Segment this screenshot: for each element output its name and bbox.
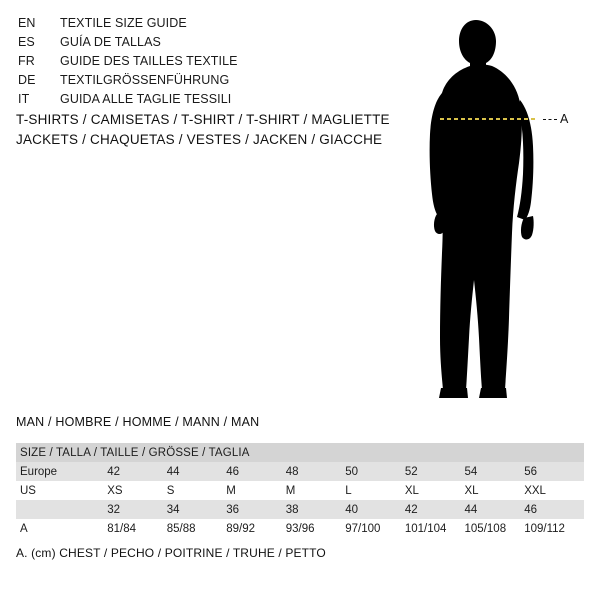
- chest-measure-footnote: A. (cm) CHEST / PECHO / POITRINE / TRUHE / PETTO: [16, 546, 326, 560]
- language-title: TEXTILGRÖSSENFÜHRUNG: [60, 73, 230, 87]
- cell: 101/104: [405, 519, 465, 538]
- cell: 105/108: [465, 519, 525, 538]
- table-row: [16, 519, 584, 538]
- cell: 42: [405, 500, 465, 519]
- list-item: [18, 92, 418, 111]
- language-code: FR: [18, 54, 35, 68]
- cell: 85/88: [167, 519, 227, 538]
- cell: 56: [524, 462, 584, 481]
- row-label: Europe: [16, 462, 107, 481]
- garment-category-list: [16, 110, 436, 150]
- cell: XXL: [524, 481, 584, 500]
- cell: 40: [345, 500, 405, 519]
- cell: 44: [167, 462, 227, 481]
- cell: S: [167, 481, 227, 500]
- category-jackets: JACKETS / CHAQUETAS / VESTES / JACKEN / GIACCHE: [16, 132, 383, 147]
- cell: XL: [405, 481, 465, 500]
- language-code: EN: [18, 16, 36, 30]
- row-label: [16, 500, 107, 519]
- list-item: [18, 54, 418, 73]
- table-row: [16, 481, 584, 500]
- size-table: [16, 443, 584, 538]
- language-title: TEXTILE SIZE GUIDE: [60, 16, 187, 30]
- male-silhouette-figure: [410, 8, 600, 408]
- cell: 46: [226, 462, 286, 481]
- language-code: DE: [18, 73, 36, 87]
- language-code: IT: [18, 92, 30, 106]
- measure-label-a: A: [560, 112, 569, 126]
- list-item: [18, 73, 418, 92]
- list-item: [18, 35, 418, 54]
- cell: 44: [465, 500, 525, 519]
- table-header-row: [16, 443, 584, 462]
- language-code: ES: [18, 35, 35, 49]
- language-list: [18, 16, 418, 111]
- cell: L: [345, 481, 405, 500]
- table-row: [16, 500, 584, 519]
- cell: 93/96: [286, 519, 346, 538]
- cell: 52: [405, 462, 465, 481]
- list-item: [18, 16, 418, 35]
- cell: M: [286, 481, 346, 500]
- cell: 97/100: [345, 519, 405, 538]
- row-label: A: [16, 519, 107, 538]
- cell: 89/92: [226, 519, 286, 538]
- language-title: GUIDA ALLE TAGLIE TESSILI: [60, 92, 232, 106]
- category-tshirts: T-SHIRTS / CAMISETAS / T-SHIRT / T-SHIRT / MAGLIETTE: [16, 112, 390, 127]
- cell: 32: [107, 500, 167, 519]
- language-title: GUIDE DES TAILLES TEXTILE: [60, 54, 238, 68]
- cell: 109/112: [524, 519, 584, 538]
- cell: 46: [524, 500, 584, 519]
- table-row: [16, 462, 584, 481]
- cell: 50: [345, 462, 405, 481]
- cell: 48: [286, 462, 346, 481]
- cell: 36: [226, 500, 286, 519]
- cell: 34: [167, 500, 227, 519]
- row-label: US: [16, 481, 107, 500]
- cell: 42: [107, 462, 167, 481]
- table-header-label: SIZE / TALLA / TAILLE / GRÖSSE / TAGLIA: [16, 443, 584, 462]
- cell: 81/84: [107, 519, 167, 538]
- cell: XS: [107, 481, 167, 500]
- table-group-heading: MAN / HOMBRE / HOMME / MANN / MAN: [16, 415, 260, 429]
- cell: XL: [465, 481, 525, 500]
- silhouette-icon: [410, 8, 600, 408]
- measure-leader-line: [543, 119, 557, 120]
- cell: M: [226, 481, 286, 500]
- language-title: GUÍA DE TALLAS: [60, 35, 161, 49]
- cell: 54: [465, 462, 525, 481]
- cell: 38: [286, 500, 346, 519]
